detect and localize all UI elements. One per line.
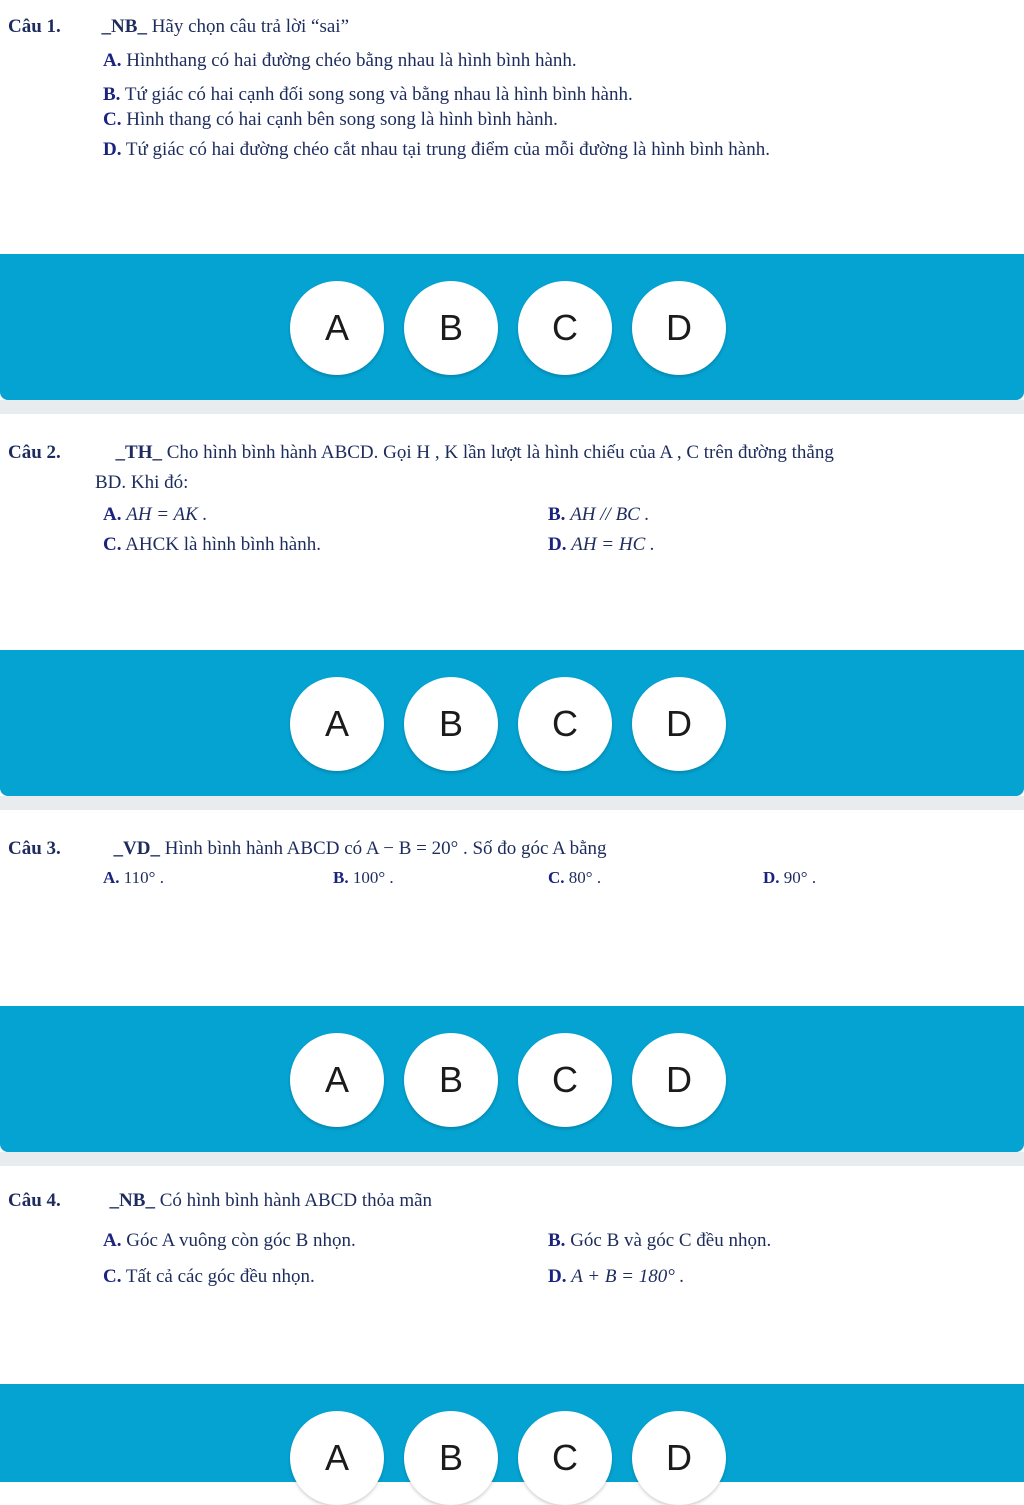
difficulty-level: _NB_ (101, 16, 147, 37)
answer-button-b[interactable]: B (404, 1411, 498, 1505)
option-d: D. Tứ giác có hai đường chéo cắt nhau tại trung điểm của mỗi đường là hình bình hành. (103, 139, 770, 160)
answer-button-c[interactable]: C (518, 1033, 612, 1127)
option-d: D. A + B = 180° . (548, 1266, 685, 1287)
answer-button-b[interactable]: B (404, 281, 498, 375)
answer-button-b[interactable]: B (404, 677, 498, 771)
option-a: A. Hìnhthang có hai đường chéo bằng nhau là hình bình hành. (103, 50, 577, 71)
option-c: C. Tất cả các góc đều nhọn. (103, 1266, 315, 1287)
question-2 (0, 414, 1024, 650)
answer-button-d[interactable]: D (632, 1033, 726, 1127)
option-c: C. Hình thang có hai cạnh bên song song là hình bình hành. (103, 109, 558, 130)
question-prompt: Cho hình bình hành ABCD. Gọi H , K lần lượt là hình chiếu của A , C trên đường thẳng (166, 442, 834, 463)
difficulty-level: _VD_ (113, 838, 160, 859)
option-c: C. 80° . (548, 868, 602, 887)
option-a: A. 110° . (103, 868, 164, 887)
question-number: Câu 1. (8, 16, 61, 37)
answer-button-d[interactable]: D (632, 281, 726, 375)
difficulty-level: _NB_ (109, 1190, 155, 1211)
answer-button-a[interactable]: A (290, 281, 384, 375)
question-prompt: Hãy chọn câu trả lời “sai” (151, 16, 350, 37)
answer-bar-1 (0, 254, 1024, 400)
question-number: Câu 4. (8, 1190, 61, 1211)
question-prompt: Hình bình hành ABCD có A − B = 20° . Số đo góc A bằng (164, 838, 607, 859)
question-number: Câu 2. (8, 442, 61, 463)
option-d: D. 90° . (763, 868, 817, 887)
difficulty-level: _TH_ (115, 442, 162, 463)
question-prompt-continued: BD. Khi đó: (95, 472, 189, 493)
answer-bar-3 (0, 1006, 1024, 1152)
answer-button-b[interactable]: B (404, 1033, 498, 1127)
answer-button-d[interactable]: D (632, 677, 726, 771)
section-divider (0, 1152, 1024, 1166)
answer-button-a[interactable]: A (290, 1411, 384, 1505)
answer-button-c[interactable]: C (518, 1411, 612, 1505)
answer-bar-4 (0, 1384, 1024, 1482)
option-b: B. Góc B và góc C đều nhọn. (548, 1230, 772, 1251)
answer-bar-2 (0, 650, 1024, 796)
section-divider (0, 400, 1024, 414)
option-b: B. Tứ giác có hai cạnh đối song song và bằng nhau là hình bình hành. (103, 84, 633, 105)
answer-button-a[interactable]: A (290, 677, 384, 771)
question-1 (0, 0, 1024, 254)
option-a: A. AH = AK . (103, 504, 208, 525)
option-c: C. AHCK là hình bình hành. (103, 534, 321, 555)
option-d: D. AH = HC . (548, 534, 655, 555)
question-number: Câu 3. (8, 838, 61, 859)
question-4 (0, 1166, 1024, 1384)
option-b: B. 100° . (333, 868, 394, 887)
question-prompt: Có hình bình hành ABCD thỏa mãn (159, 1190, 433, 1211)
section-divider (0, 796, 1024, 810)
answer-button-c[interactable]: C (518, 281, 612, 375)
answer-button-d[interactable]: D (632, 1411, 726, 1505)
answer-button-a[interactable]: A (290, 1033, 384, 1127)
option-a: A. Góc A vuông còn góc B nhọn. (103, 1230, 356, 1251)
option-b: B. AH // BC . (548, 504, 650, 525)
question-3 (0, 810, 1024, 1006)
answer-button-c[interactable]: C (518, 677, 612, 771)
